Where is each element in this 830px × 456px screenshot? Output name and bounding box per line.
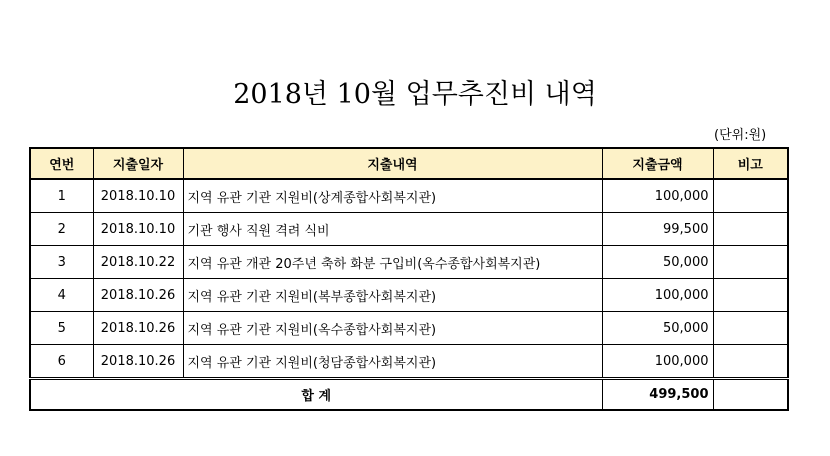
row-no: 6 xyxy=(30,345,93,379)
page-title: 2018년 10월 업무추진비 내역 xyxy=(233,79,597,110)
expense-table xyxy=(29,147,789,411)
table-row xyxy=(30,312,788,345)
row-description: 지역 유관 기관 지원비(청담종합사회복지관) xyxy=(183,345,602,379)
row-note xyxy=(713,312,788,345)
row-note xyxy=(713,213,788,246)
row-amount: 100,000 xyxy=(602,179,713,213)
row-amount: 50,000 xyxy=(602,312,713,345)
row-note xyxy=(713,246,788,279)
table-row xyxy=(30,345,788,379)
row-date: 2018.10.26 xyxy=(93,312,183,345)
row-note xyxy=(713,279,788,312)
header-note: 비고 xyxy=(713,148,788,179)
row-description: 지역 유관 기관 지원비(상계종합사회복지관) xyxy=(183,179,602,213)
row-no: 2 xyxy=(30,213,93,246)
row-date: 2018.10.26 xyxy=(93,345,183,379)
row-description: 기관 행사 직원 격려 식비 xyxy=(183,213,602,246)
row-amount: 99,500 xyxy=(602,213,713,246)
row-note xyxy=(713,179,788,213)
row-date: 2018.10.10 xyxy=(93,213,183,246)
row-no: 1 xyxy=(30,179,93,213)
table-row xyxy=(30,179,788,213)
row-date: 2018.10.10 xyxy=(93,179,183,213)
unit-note: (단위:원) xyxy=(714,128,767,143)
row-no: 4 xyxy=(30,279,93,312)
header-date: 지출일자 xyxy=(93,148,183,179)
row-no: 3 xyxy=(30,246,93,279)
row-date: 2018.10.22 xyxy=(93,246,183,279)
row-description: 지역 유관 기관 지원비(옥수종합사회복지관) xyxy=(183,312,602,345)
total-row xyxy=(30,379,788,411)
row-amount: 100,000 xyxy=(602,279,713,312)
row-amount: 100,000 xyxy=(602,345,713,379)
total-label: 합 계 xyxy=(30,379,602,411)
total-note xyxy=(713,379,788,411)
table-row xyxy=(30,213,788,246)
row-description: 지역 유관 개관 20주년 축하 화분 구입비(옥수종합사회복지관) xyxy=(183,246,602,279)
row-description: 지역 유관 기관 지원비(복부종합사회복지관) xyxy=(183,279,602,312)
table-row xyxy=(30,246,788,279)
table-header-row xyxy=(30,148,788,179)
row-date: 2018.10.26 xyxy=(93,279,183,312)
header-description: 지출내역 xyxy=(183,148,602,179)
total-amount: 499,500 xyxy=(602,379,713,411)
header-no: 연번 xyxy=(30,148,93,179)
row-note xyxy=(713,345,788,379)
header-amount: 지출금액 xyxy=(602,148,713,179)
row-amount: 50,000 xyxy=(602,246,713,279)
row-no: 5 xyxy=(30,312,93,345)
table-row xyxy=(30,279,788,312)
